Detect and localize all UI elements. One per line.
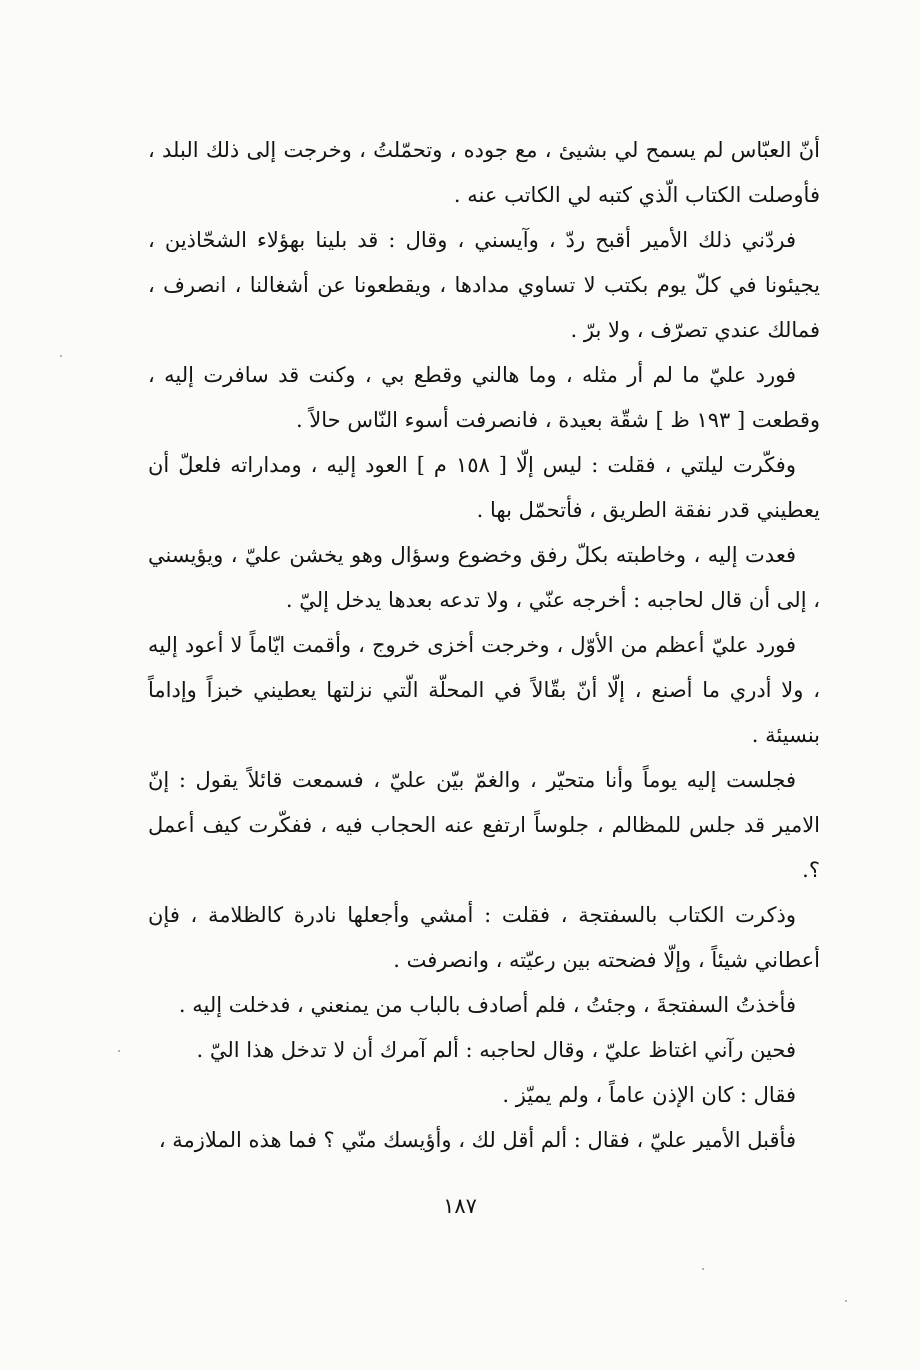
paragraph-4: وفكّرت ليلتي ، فقلت : ليس إلّا [ ١٥٨ م ] العود إليه ، ومداراته فلعلّ أن يعطيني قدر نفقة الطريق ، فأتحمّل بها .: [148, 453, 820, 522]
paragraph-10: فحين رآني اغتاظ عليّ ، وقال لحاجبه : ألم آمرك أن لا تدخل هذا اليّ .: [196, 1038, 796, 1062]
paragraph-11: فقال : كان الإذن عاماً ، ولم يميّز .: [502, 1083, 796, 1107]
page-number: ١٨٧: [443, 1194, 477, 1218]
paragraph-2: فردّني ذلك الأمير أقبح ردّ ، وآيسني ، وقال : قد بلينا بهؤلاء الشحّاذين ، يجيئونا في كلّ يوم بكتب لا تساوي مدادها ، ويقطعونا عن أشغالنا ، انصرف ، فمالك عندي تصرّف ، ولا برّ .: [148, 228, 820, 342]
paper-speck: [702, 1268, 704, 1270]
paragraph-5: فعدت إليه ، وخاطبته بكلّ رفق وخضوع وسؤال وهو يخشن عليّ ، ويؤيسني ، إلى أن قال لحاجبه : أخرجه عنّي ، ولا تدعه بعدها يدخل إليّ .: [148, 543, 820, 612]
paper-speck: [60, 355, 62, 357]
paper-speck: [118, 1050, 120, 1052]
paragraph-12: فأقبل الأمير عليّ ، فقال : ألم أقل لك ، وأؤيسك منّي ؟ فما هذه الملازمة ،: [158, 1128, 796, 1152]
paragraph-7: فجلست إليه يوماً وأنا متحيّر ، والغمّ بيّن عليّ ، فسمعت قائلاً يقول : إنّ الامير قد جلس للمظالم ، جلوساً ارتفع عنه الحجاب فيه ، ففكّرت كيف أعمل ؟.: [148, 768, 820, 882]
paragraph-8: وذكرت الكتاب بالسفتجة ، فقلت : أمشي وأجعلها نادرة كالظلامة ، فإن أعطاني شيئاً ، وإلّا فضحته بين رعيّته ، وانصرفت .: [148, 903, 820, 972]
paragraph-6: فورد عليّ أعظم من الأوّل ، وخرجت أخزى خروج ، وأقمت ايّاماً لا أعود إليه ، ولا أدري ما أصنع ، إلّا أنّ بقّالاً في المحلّة الّتي نزلتها يعطيني خبزاً وإداماً بنسيئة .: [148, 633, 820, 747]
paragraph-9: فأخذتُ السفتجةَ ، وجئتُ ، فلم أصادف بالباب من يمنعني ، فدخلت إليه .: [178, 993, 796, 1017]
paper-speck: [845, 1300, 847, 1302]
paragraph-1: أنّ العبّاس لم يسمح لي بشيئ ، مع جوده ، وتحمّلتُ ، وخرجت إلى ذلك البلد ، فأوصلت الكتاب الّذي كتبه لي الكاتب عنه .: [148, 138, 820, 207]
paragraph-3: فورد عليّ ما لم أر مثله ، وما هالني وقطع بي ، وكنت قد سافرت إليه ، وقطعت [ ١٩٣ ظ ] شقّة بعيدة ، فانصرفت أسوء النّاس حالاً .: [148, 363, 820, 432]
page-body-text: [148, 128, 820, 1163]
